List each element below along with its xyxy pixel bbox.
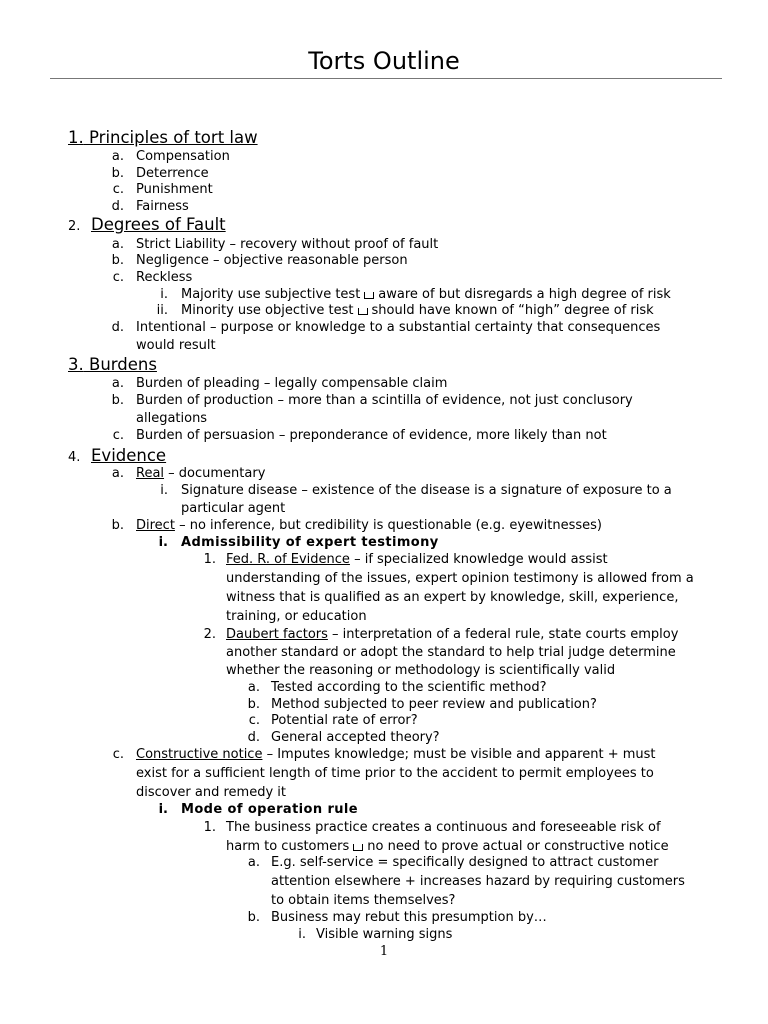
section-heading-burdens: 3. Burdens [68,355,157,374]
document-title: Torts Outline [308,47,460,75]
section-heading-evidence: Evidence [91,446,167,465]
list-item-continuation: witness that is qualified as an expert by knowledge, skill, experience, [226,590,679,605]
list-item-continuation: attention elsewhere + increases hazard by requiring customers [271,874,685,889]
title-underline [50,78,722,79]
arrow-icon [358,308,368,315]
arrow-icon [353,844,363,851]
list-item-continuation: discover and remedy it [136,785,287,800]
list-item-continuation: harm to customers no need to prove actual or constructive notice [226,839,669,854]
arrow-icon [364,292,374,299]
page-number: 1 [379,944,389,959]
list-item-continuation: to obtain items themselves? [271,893,456,908]
section-heading-degrees-of-fault: Degrees of Fault [91,215,226,234]
list-item-continuation: whether the reasoning or methodology is scientifically valid [226,663,616,678]
section-number: 4. [68,450,81,465]
list-item-continuation: exist for a sufficient length of time prior to the accident to permit employees to [136,766,654,781]
section-number: 2. [68,219,81,234]
section-heading-principles: 1. Principles of tort law [68,128,258,147]
list-item-continuation: would result [136,338,216,353]
list-item-continuation: particular agent [181,501,286,516]
list-item-continuation: another standard or adopt the standard to help trial judge determine [226,645,676,660]
list-item-continuation: training, or education [226,609,367,624]
list-item-continuation: allegations [136,411,208,426]
list-item-continuation: understanding of the issues, expert opinion testimony is allowed from a [226,571,694,586]
